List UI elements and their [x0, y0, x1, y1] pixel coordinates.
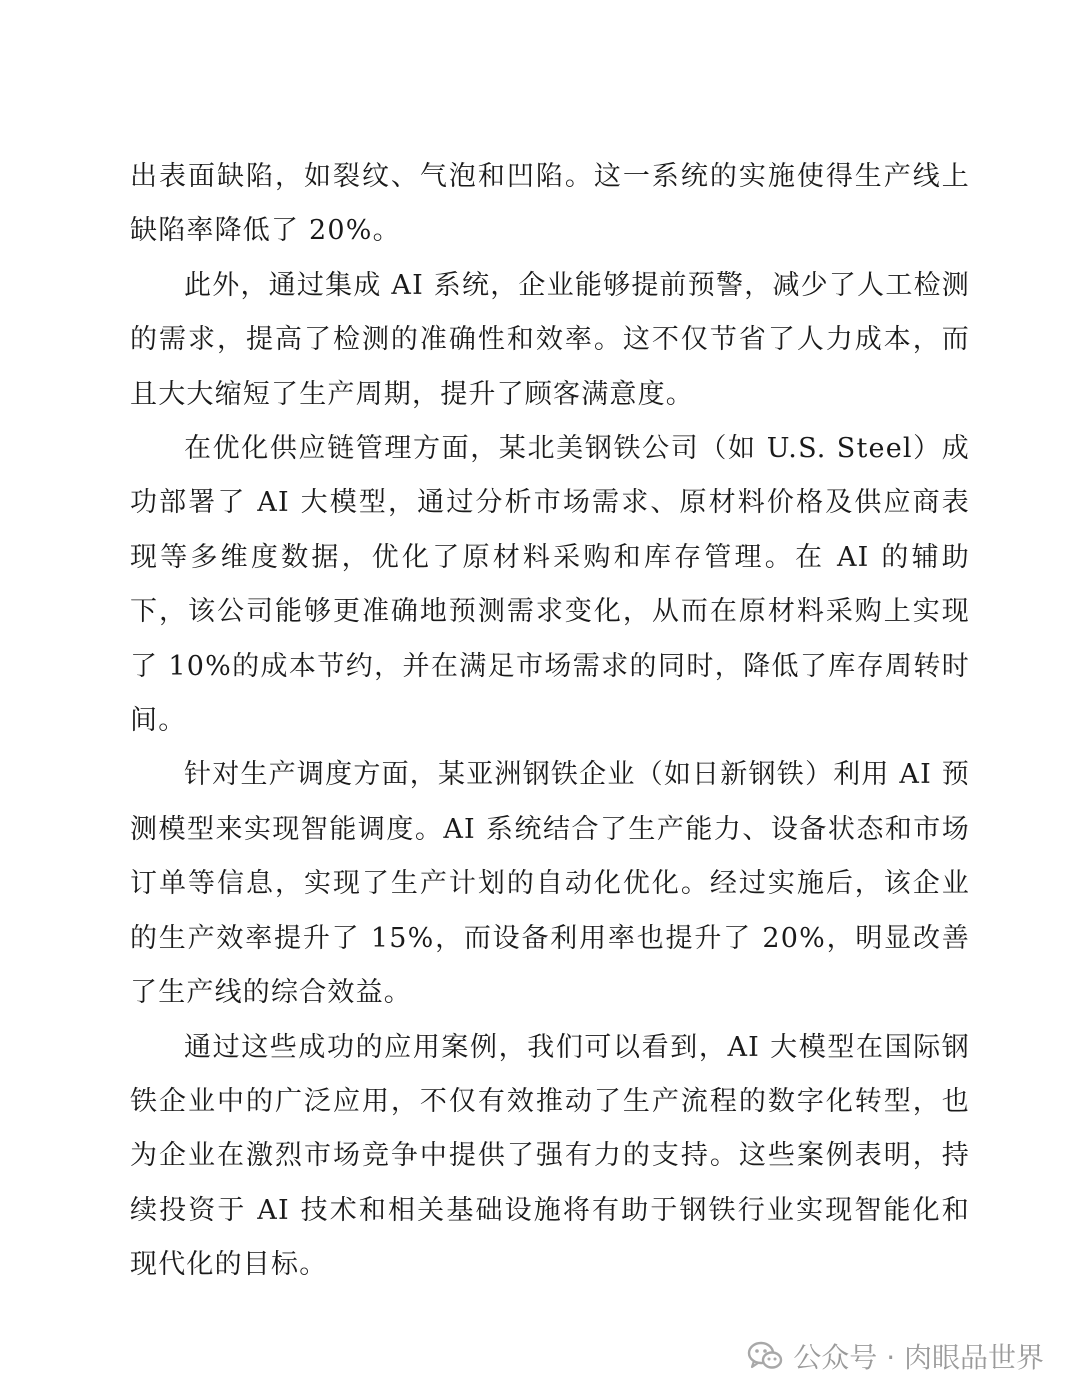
paragraph: 在优化供应链管理方面，某北美钢铁公司（如 U.S. Steel）成功部署了 AI 大模型，通过分析市场需求、原材料价格及供应商表现等多维度数据，优化了原材料采购和库存管理。在 AI 的辅助下，该公司能够更准确地预测需求变化，从而在原材料采购上实现了 10%的成本节约，并在满足市场需求的同时，降低了库存周转时间。	[130, 433, 970, 737]
watermark	[747, 1336, 1044, 1376]
paragraph: 通过这些成功的应用案例，我们可以看到，AI 大模型在国际钢铁企业中的广泛应用，不仅有效推动了生产流程的数字化转型，也为企业在激烈市场竞争中提供了强有力的支持。这些案例表明，持续投资于 AI 技术和相关基础设施将有助于钢铁行业实现智能化和现代化的目标。	[130, 1031, 970, 1281]
paragraph: 针对生产调度方面，某亚洲钢铁企业（如日新钢铁）利用 AI 预测模型来实现智能调度。AI 系统结合了生产能力、设备状态和市场订单等信息，实现了生产计划的自动化优化。经过实施后，该企业的生产效率提升了 15%，而设备利用率也提升了 20%，明显改善了生产线的综合效益。	[130, 759, 970, 1009]
wechat-icon	[747, 1341, 783, 1371]
document-body	[130, 150, 970, 1293]
watermark-text: 公众号 · 肉眼品世界	[793, 1341, 1044, 1374]
paragraph-continued: 出表面缺陷，如裂纹、气泡和凹陷。这一系统的实施使得生产线上缺陷率降低了 20%。	[130, 161, 970, 247]
paragraph: 此外，通过集成 AI 系统，企业能够提前预警，减少了人工检测的需求，提高了检测的准确性和效率。这不仅节省了人力成本，而且大大缩短了生产周期，提升了顾客满意度。	[130, 269, 970, 410]
